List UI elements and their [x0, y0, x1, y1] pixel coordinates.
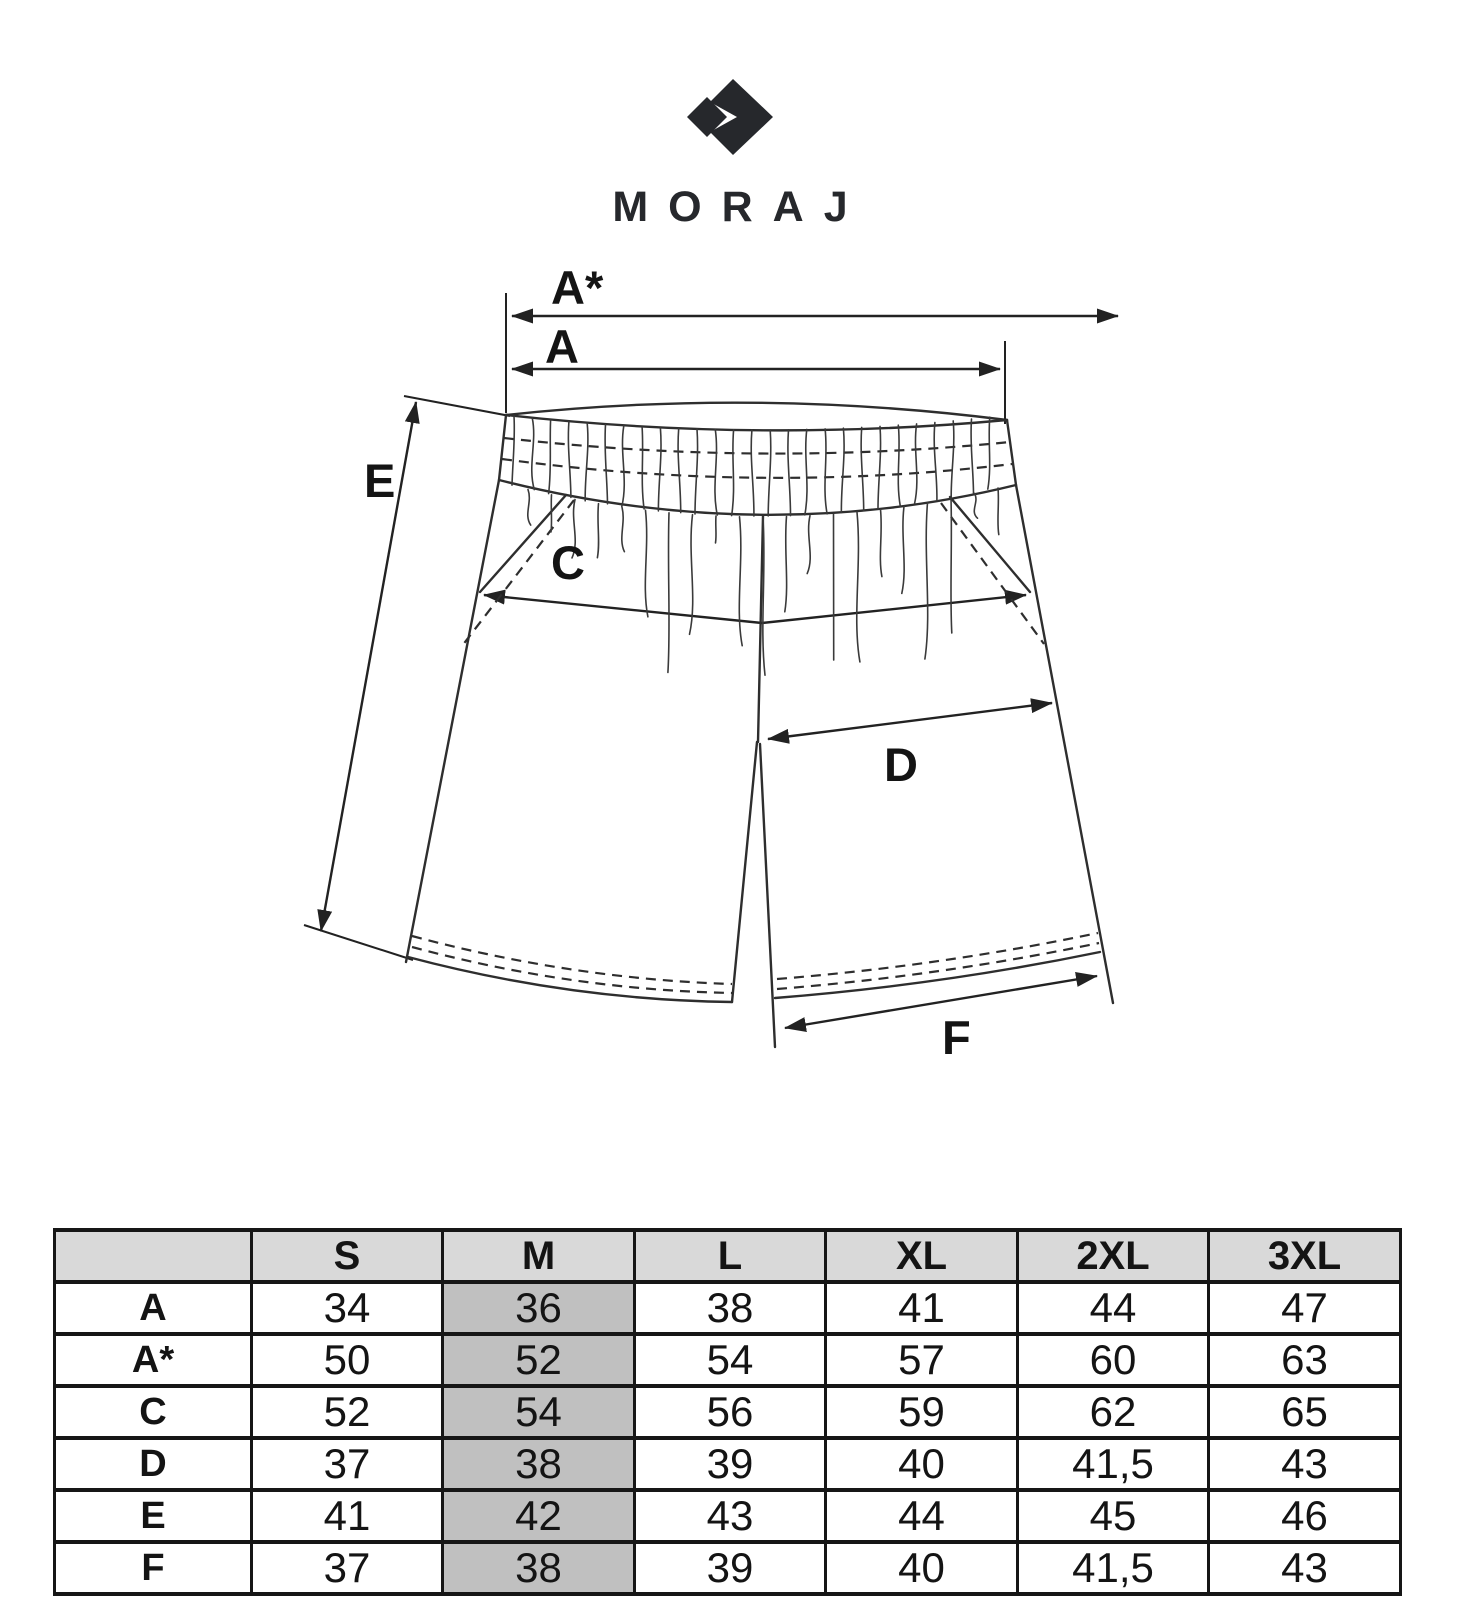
row-label: D — [55, 1438, 252, 1490]
brand-name: MORAJ — [612, 183, 868, 231]
right-hem-stitch-dashed — [777, 943, 1099, 989]
cell: 54 — [635, 1334, 826, 1386]
right-pocket-bag-dashed — [941, 503, 1044, 644]
shorts-outline — [406, 403, 1113, 1047]
size-table — [53, 1228, 1402, 1596]
cell: 41 — [252, 1490, 443, 1542]
col-header-2xl: 2XL — [1018, 1230, 1209, 1282]
cell: 39 — [635, 1438, 826, 1490]
cell: 43 — [635, 1490, 826, 1542]
cell: 39 — [635, 1542, 826, 1594]
cell: 62 — [1018, 1386, 1209, 1438]
cell: 50 — [252, 1334, 443, 1386]
table-row-a — [55, 1282, 1401, 1334]
cell: 59 — [826, 1386, 1018, 1438]
col-header-m: M — [443, 1230, 635, 1282]
cell: 43 — [1209, 1438, 1401, 1490]
row-label: A* — [55, 1334, 252, 1386]
row-label: A — [55, 1282, 252, 1334]
row-label: C — [55, 1386, 252, 1438]
measurement-arrows — [321, 316, 1118, 1028]
cell-highlighted: 36 — [443, 1282, 635, 1334]
label-a: A — [545, 320, 579, 373]
cell-highlighted: 52 — [443, 1334, 635, 1386]
col-header-3xl: 3XL — [1209, 1230, 1401, 1282]
cell: 52 — [252, 1386, 443, 1438]
label-d: D — [884, 738, 918, 791]
cell: 44 — [1018, 1282, 1209, 1334]
cell: 47 — [1209, 1282, 1401, 1334]
label-c: C — [551, 536, 585, 589]
cell: 44 — [826, 1490, 1018, 1542]
cell: 63 — [1209, 1334, 1401, 1386]
col-header-l: L — [635, 1230, 826, 1282]
cell: 37 — [252, 1542, 443, 1594]
cell: 46 — [1209, 1490, 1401, 1542]
right-pocket-opening — [950, 497, 1030, 592]
cell: 41,5 — [1018, 1542, 1209, 1594]
cell: 60 — [1018, 1334, 1209, 1386]
col-header-s: S — [252, 1230, 443, 1282]
extension-lines — [304, 293, 1005, 960]
cell: 57 — [826, 1334, 1018, 1386]
table-row-d — [55, 1438, 1401, 1490]
label-a-star: A* — [551, 261, 604, 314]
cell: 38 — [635, 1282, 826, 1334]
cell-highlighted: 38 — [443, 1438, 635, 1490]
cell: 65 — [1209, 1386, 1401, 1438]
col-header-xl: XL — [826, 1230, 1018, 1282]
cell: 37 — [252, 1438, 443, 1490]
arrow-c — [484, 595, 1026, 623]
row-label: E — [55, 1490, 252, 1542]
size-table-header-row — [55, 1230, 1401, 1282]
left-hem-stitch-dashed — [412, 936, 732, 984]
cell-highlighted: 54 — [443, 1386, 635, 1438]
cell: 40 — [826, 1438, 1018, 1490]
table-row-a-star — [55, 1334, 1401, 1386]
cell: 56 — [635, 1386, 826, 1438]
cell-highlighted: 42 — [443, 1490, 635, 1542]
table-row-f — [55, 1542, 1401, 1594]
table-corner-cell — [55, 1230, 252, 1282]
label-f: F — [942, 1011, 971, 1064]
cell: 43 — [1209, 1542, 1401, 1594]
table-row-c — [55, 1386, 1401, 1438]
brand-logo-icon — [687, 79, 773, 155]
cell-highlighted: 38 — [443, 1542, 635, 1594]
cell: 40 — [826, 1542, 1018, 1594]
row-label: F — [55, 1542, 252, 1594]
cell: 45 — [1018, 1490, 1209, 1542]
arrow-d — [768, 703, 1052, 739]
table-row-e — [55, 1490, 1401, 1542]
label-e: E — [364, 454, 396, 507]
cell: 41 — [826, 1282, 1018, 1334]
cell: 41,5 — [1018, 1438, 1209, 1490]
cell: 34 — [252, 1282, 443, 1334]
